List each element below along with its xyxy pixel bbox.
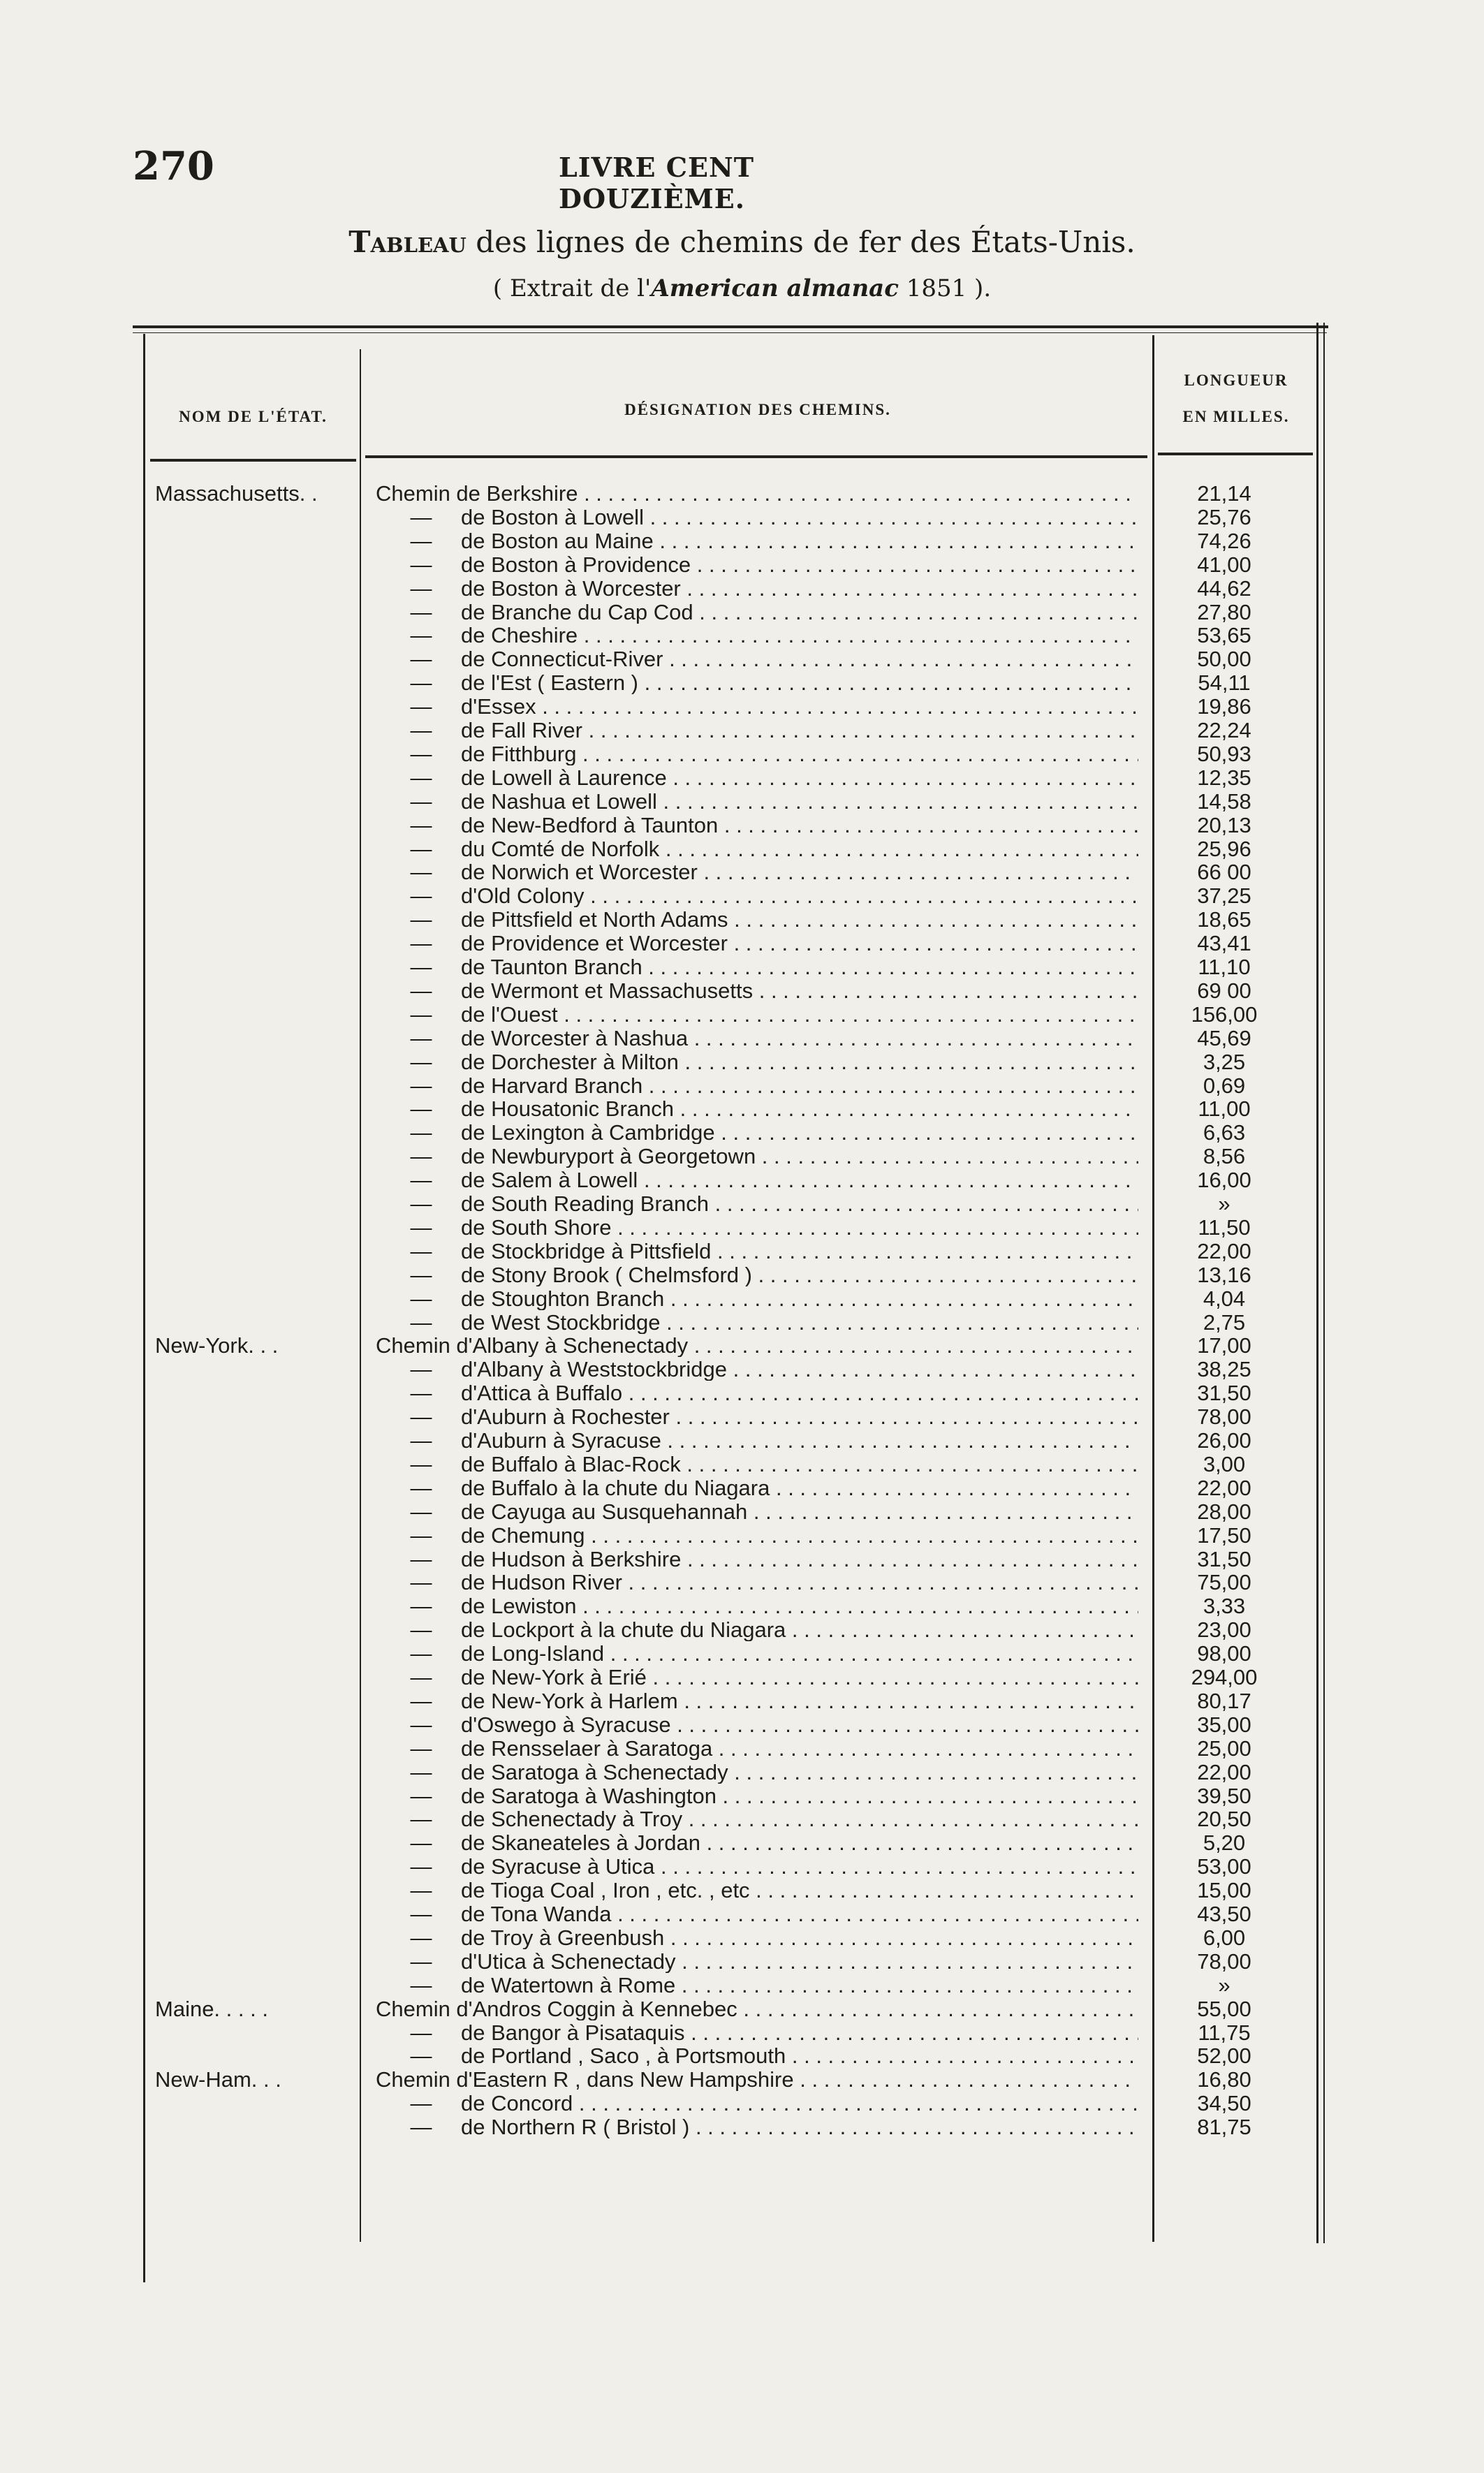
length-miles: 26,00 (1197, 1428, 1251, 1453)
length-miles: 17,50 (1197, 1522, 1251, 1548)
table-row (0, 1666, 1484, 1689)
state-name: Massachusetts. . (155, 482, 318, 505)
ditto-dash: — (410, 1878, 432, 1903)
table-row (0, 1689, 1484, 1712)
ditto-dash: — (410, 1522, 432, 1548)
length-miles: 23,00 (1197, 1617, 1251, 1643)
table-row (0, 1050, 1484, 1073)
ditto-dash: — (410, 1972, 432, 1997)
railway-name: de Schenectady à Troy . . . (461, 1807, 1138, 1830)
railway-name: de Fall River . . . (461, 719, 1138, 742)
length-miles: » (1218, 1191, 1230, 1216)
ditto-dash: — (410, 1735, 432, 1761)
length-miles: 18,65 (1197, 907, 1251, 932)
length-miles: 25,76 (1197, 504, 1251, 529)
table-row (0, 1618, 1484, 1641)
table-row (0, 624, 1484, 647)
railway-name: de Wermont et Massachusetts . . . (461, 979, 1138, 1002)
table-row (0, 2044, 1484, 2067)
table-row (0, 1855, 1484, 1878)
railway-name: du Comté de Norfolk . . . (461, 837, 1138, 860)
table-row (0, 908, 1484, 931)
railway-name: de Rensselaer à Saratoga . . . (461, 1737, 1138, 1760)
railway-name: de Taunton Branch . . . (461, 955, 1138, 978)
header-bottom-rule-2 (365, 455, 1147, 458)
table-row (0, 814, 1484, 837)
ditto-dash: — (410, 1854, 432, 1879)
length-miles: 6,63 (1203, 1120, 1246, 1145)
ditto-dash: — (410, 670, 432, 696)
railway-name: Chemin d'Albany à Schenectady . . . (376, 1334, 1138, 1357)
table-row (0, 1737, 1484, 1760)
table-top-rule-thin (133, 332, 1327, 333)
length-miles: 75,00 (1197, 1570, 1251, 1595)
table-row (0, 695, 1484, 718)
railway-name: de Northern R ( Bristol ) . . . (461, 2115, 1138, 2138)
length-miles: 53,65 (1197, 623, 1251, 648)
ditto-dash: — (410, 1451, 432, 1476)
railway-name: d'Auburn à Syracuse . . . (461, 1429, 1138, 1452)
table-row (0, 1311, 1484, 1334)
railway-name: de Saratoga à Schenectady . . . (461, 1761, 1138, 1784)
table-row (0, 1902, 1484, 1925)
railway-name: Chemin de Berkshire . . . (376, 482, 1138, 505)
railway-name: d'Old Colony . . . (461, 884, 1138, 907)
table-row (0, 1216, 1484, 1239)
ditto-dash: — (410, 528, 432, 553)
ditto-dash: — (410, 1499, 432, 1524)
column-header-length-1: LONGUEUR (1184, 372, 1288, 389)
ditto-dash: — (410, 1073, 432, 1098)
table-row (0, 1287, 1484, 1310)
table-row (0, 577, 1484, 600)
table-row (0, 1807, 1484, 1830)
length-miles: 80,17 (1197, 1688, 1251, 1713)
table-row (0, 1926, 1484, 1949)
railway-name: d'Auburn à Rochester . . . (461, 1405, 1138, 1428)
length-miles: 52,00 (1197, 2043, 1251, 2069)
railway-name: de Buffalo à Blac-Rock . . . (461, 1453, 1138, 1476)
table-row (0, 1240, 1484, 1263)
railway-name: de Nashua et Lowell . . . (461, 790, 1138, 813)
length-miles: 156,00 (1191, 1001, 1258, 1027)
ditto-dash: — (410, 931, 432, 956)
ditto-dash: — (410, 788, 432, 814)
railway-name: de Bangor à Pisataquis . . . (461, 2021, 1138, 2044)
table-row (0, 1642, 1484, 1665)
railway-name: de Saratoga à Washington . . . (461, 1784, 1138, 1807)
length-miles: 66 00 (1197, 860, 1251, 885)
railway-name: de Branche du Cap Cod . . . (461, 601, 1138, 624)
length-miles: 17,00 (1197, 1333, 1251, 1358)
railway-name: d'Utica à Schenectady . . . (461, 1950, 1138, 1973)
ditto-dash: — (410, 1688, 432, 1713)
table-row (0, 860, 1484, 883)
railway-name: de Concord . . . (461, 2092, 1138, 2115)
length-miles: 54,11 (1198, 670, 1251, 696)
table-row (0, 2115, 1484, 2138)
table-title (0, 225, 1484, 259)
railway-name: de Newburyport à Georgetown . . . (461, 1145, 1138, 1168)
table-row (0, 1121, 1484, 1144)
railway-name: de Hudson River . . . (461, 1571, 1138, 1594)
length-miles: 11,00 (1198, 1096, 1251, 1122)
length-miles: 12,35 (1197, 765, 1251, 790)
length-miles: 14,58 (1197, 788, 1251, 814)
railway-name: d'Essex . . . (461, 695, 1138, 718)
length-miles: 50,00 (1197, 647, 1251, 672)
length-miles: 19,86 (1197, 694, 1251, 719)
railway-name: de Providence et Worcester . . . (461, 932, 1138, 955)
length-miles: 31,50 (1197, 1381, 1251, 1406)
ditto-dash: — (410, 1215, 432, 1240)
length-miles: 16,80 (1197, 2067, 1251, 2092)
length-miles: 4,04 (1203, 1286, 1246, 1311)
length-miles: 13,16 (1197, 1262, 1251, 1287)
table-row (0, 742, 1484, 765)
table-row (0, 1145, 1484, 1168)
railway-name: de Boston à Providence . . . (461, 553, 1138, 576)
railway-name: de West Stockbridge . . . (461, 1311, 1138, 1334)
railway-name: de Connecticut-River . . . (461, 647, 1138, 670)
ditto-dash: — (410, 1641, 432, 1666)
length-miles: 16,00 (1197, 1168, 1251, 1193)
ditto-dash: — (410, 1902, 432, 1926)
length-miles: 20,13 (1197, 812, 1251, 837)
table-top-rule (133, 325, 1328, 328)
table-row (0, 1453, 1484, 1476)
length-miles: 81,75 (1197, 2115, 1251, 2140)
length-miles: 69 00 (1197, 978, 1251, 1003)
ditto-dash: — (410, 1617, 432, 1643)
table-row (0, 1168, 1484, 1191)
table-row (0, 1358, 1484, 1381)
ditto-dash: — (410, 860, 432, 885)
railway-name: de Chemung . . . (461, 1524, 1138, 1547)
table-row (0, 1074, 1484, 1097)
length-miles: 31,50 (1197, 1546, 1251, 1571)
ditto-dash: — (410, 1262, 432, 1287)
running-head (133, 143, 901, 214)
column-header-designation: DÉSIGNATION DES CHEMINS. (624, 401, 891, 418)
header-bottom-rule-3 (1158, 453, 1313, 455)
table-subtitle (0, 274, 1484, 302)
ditto-dash: — (410, 1238, 432, 1263)
table-row (0, 553, 1484, 576)
ditto-dash: — (410, 836, 432, 861)
table-row (0, 1334, 1484, 1357)
ditto-dash: — (410, 694, 432, 719)
railway-name: de Syracuse à Utica . . . (461, 1855, 1138, 1878)
railway-name: de Long-Island . . . (461, 1642, 1138, 1665)
length-miles: 43,41 (1197, 931, 1251, 956)
table-row (0, 1524, 1484, 1547)
ditto-dash: — (410, 1475, 432, 1500)
table-row (0, 1405, 1484, 1428)
table-row (0, 1997, 1484, 2020)
table-row (0, 506, 1484, 529)
table-row (0, 955, 1484, 978)
table-row (0, 1831, 1484, 1854)
ditto-dash: — (410, 575, 432, 601)
railway-name: de Pittsfield et North Adams . . . (461, 908, 1138, 931)
length-miles: 25,00 (1197, 1735, 1251, 1761)
ditto-dash: — (410, 1286, 432, 1311)
railway-name: de New-York à Erié . . . (461, 1666, 1138, 1689)
table-row (0, 1761, 1484, 1784)
table-row (0, 1097, 1484, 1120)
railway-name: de Stoughton Branch . . . (461, 1287, 1138, 1310)
table-row (0, 1571, 1484, 1594)
table-row (0, 884, 1484, 907)
state-name: Maine. . . . . (155, 1997, 268, 2020)
length-miles: 22,24 (1197, 718, 1251, 742)
railway-name: de l'Est ( Eastern ) . . . (461, 671, 1138, 694)
length-miles: 78,00 (1197, 1949, 1251, 1974)
ditto-dash: — (410, 1404, 432, 1430)
ditto-dash: — (410, 812, 432, 837)
ditto-dash: — (410, 1309, 432, 1335)
length-miles: 22,00 (1197, 1759, 1251, 1784)
railway-name: de Housatonic Branch . . . (461, 1097, 1138, 1120)
ditto-dash: — (410, 623, 432, 648)
ditto-dash: — (410, 1191, 432, 1216)
table-row (0, 1879, 1484, 1902)
column-header-length-2: EN MILLES. (1182, 408, 1290, 425)
length-miles: 53,00 (1197, 1854, 1251, 1879)
table-row (0, 671, 1484, 694)
length-miles: 28,00 (1197, 1499, 1251, 1524)
railway-name: de Boston au Maine . . . (461, 529, 1138, 552)
length-miles: 21,14 (1197, 481, 1251, 506)
table-row (0, 766, 1484, 789)
ditto-dash: — (410, 2020, 432, 2045)
table-row (0, 1594, 1484, 1617)
table-row (0, 979, 1484, 1002)
length-miles: 43,50 (1197, 1902, 1251, 1926)
ditto-dash: — (410, 955, 432, 979)
length-miles: 8,56 (1203, 1144, 1246, 1169)
table-row (0, 790, 1484, 813)
length-miles: 35,00 (1197, 1712, 1251, 1737)
ditto-dash: — (410, 2091, 432, 2116)
railway-name: de Lockport à la chute du Niagara . . . (461, 1618, 1138, 1641)
railway-name: d'Oswego à Syracuse . . . (461, 1713, 1138, 1736)
railway-name: de l'Ouest . . . (461, 1003, 1138, 1026)
subtitle-before: ( Extrait de l' (492, 274, 652, 302)
ditto-dash: — (410, 599, 432, 624)
ditto-dash: — (410, 1096, 432, 1122)
railway-name: de Fitthburg . . . (461, 742, 1138, 765)
length-miles: 37,25 (1197, 883, 1251, 909)
railway-name: de South Reading Branch . . . (461, 1192, 1138, 1215)
railway-name: de Lexington à Cambridge . . . (461, 1121, 1138, 1144)
table-row (0, 837, 1484, 860)
table-row (0, 1950, 1484, 1973)
ditto-dash: — (410, 1594, 432, 1619)
ditto-dash: — (410, 2115, 432, 2140)
ditto-dash: — (410, 1120, 432, 1145)
railway-name: de Buffalo à la chute du Niagara . . . (461, 1476, 1138, 1499)
ditto-dash: — (410, 1830, 432, 1856)
length-miles: 3,33 (1203, 1594, 1246, 1619)
column-header-state: NOM DE L'ÉTAT. (179, 408, 328, 425)
ditto-dash: — (410, 1168, 432, 1193)
table-row (0, 1476, 1484, 1499)
railway-name: de Lewiston . . . (461, 1594, 1138, 1617)
ditto-dash: — (410, 741, 432, 766)
length-miles: 20,50 (1197, 1807, 1251, 1832)
ditto-dash: — (410, 1925, 432, 1950)
length-miles: 294,00 (1191, 1665, 1258, 1689)
ditto-dash: — (410, 647, 432, 672)
length-miles: 3,25 (1203, 1049, 1246, 1074)
ditto-dash: — (410, 978, 432, 1003)
ditto-dash: — (410, 1783, 432, 1808)
ditto-dash: — (410, 1001, 432, 1027)
table-row (0, 1548, 1484, 1571)
railway-name: de South Shore . . . (461, 1216, 1138, 1239)
table-row (0, 529, 1484, 552)
table-row (0, 647, 1484, 670)
ditto-dash: — (410, 2043, 432, 2069)
length-miles: 15,00 (1197, 1878, 1251, 1903)
table-row (0, 601, 1484, 624)
ditto-dash: — (410, 1807, 432, 1832)
length-miles: 6,00 (1203, 1925, 1246, 1950)
railway-name: de Troy à Greenbush . . . (461, 1926, 1138, 1949)
length-miles: 39,50 (1197, 1783, 1251, 1808)
length-miles: 41,00 (1197, 552, 1251, 577)
railway-name: d'Attica à Buffalo . . . (461, 1381, 1138, 1404)
ditto-dash: — (410, 1428, 432, 1453)
table-row (0, 2068, 1484, 2091)
length-miles: 55,00 (1197, 1996, 1251, 2021)
ditto-dash: — (410, 1712, 432, 1737)
railway-name: de New-York à Harlem . . . (461, 1689, 1138, 1712)
ditto-dash: — (410, 1381, 432, 1406)
table-row (0, 1974, 1484, 1997)
railway-name: de Stony Brook ( Chelmsford ) . . . (461, 1263, 1138, 1286)
railway-name: de Cayuga au Susquehannah . . . (461, 1500, 1138, 1523)
ditto-dash: — (410, 1546, 432, 1571)
table-row (0, 482, 1484, 505)
ditto-dash: — (410, 1949, 432, 1974)
table-row (0, 2021, 1484, 2044)
railway-name: de Salem à Lowell . . . (461, 1168, 1138, 1191)
railway-name: de Watertown à Rome . . . (461, 1974, 1138, 1997)
railway-name: de Hudson à Berkshire . . . (461, 1548, 1138, 1571)
ditto-dash: — (410, 765, 432, 790)
table-row (0, 1429, 1484, 1452)
railway-name: de Harvard Branch . . . (461, 1074, 1138, 1097)
length-miles: 11,50 (1198, 1215, 1251, 1240)
table-row (0, 1192, 1484, 1215)
ditto-dash: — (410, 1759, 432, 1784)
railway-name: de Dorchester à Milton . . . (461, 1050, 1138, 1073)
railway-name: de Worcester à Nashua . . . (461, 1027, 1138, 1050)
length-miles: 74,26 (1197, 528, 1251, 553)
chapter-title: LIVRE CENT DOUZIÈME. (559, 152, 754, 214)
ditto-dash: — (410, 1570, 432, 1595)
page-number: 270 (133, 143, 214, 189)
length-miles: 78,00 (1197, 1404, 1251, 1430)
state-name: New-Ham. . . (155, 2068, 281, 2092)
ditto-dash: — (410, 504, 432, 529)
ditto-dash: — (410, 907, 432, 932)
table-row (0, 1263, 1484, 1286)
subtitle-after: 1851 ). (898, 274, 992, 302)
table-row (0, 2092, 1484, 2115)
railway-name: d'Albany à Weststockbridge . . . (461, 1358, 1138, 1381)
railway-name: de Boston à Worcester . . . (461, 577, 1138, 600)
table-title-smallcaps: Tableau (348, 225, 466, 259)
ditto-dash: — (410, 883, 432, 909)
length-miles: 11,10 (1198, 955, 1251, 979)
length-miles: 11,75 (1198, 2020, 1251, 2045)
table-title-rest: des lignes de chemins de fer des États-Unis. (466, 225, 1136, 259)
railway-name: Chemin d'Eastern R , dans New Hampshire . . . (376, 2068, 1138, 2091)
length-miles: 22,00 (1197, 1475, 1251, 1500)
state-name: New-York. . . (155, 1334, 279, 1358)
ditto-dash: — (410, 1049, 432, 1074)
railway-name: de Cheshire . . . (461, 624, 1138, 647)
table-row (0, 1381, 1484, 1404)
length-miles: 5,20 (1203, 1830, 1246, 1856)
length-miles: 25,96 (1197, 836, 1251, 861)
railway-name: de Boston à Lowell . . . (461, 506, 1138, 529)
length-miles: 34,50 (1197, 2091, 1251, 2116)
length-miles: 27,80 (1197, 599, 1251, 624)
railway-name: de Norwich et Worcester . . . (461, 860, 1138, 883)
length-miles: 3,00 (1203, 1451, 1246, 1476)
length-miles: 2,75 (1203, 1309, 1246, 1335)
header-bottom-rule-1 (150, 459, 356, 462)
length-miles: 22,00 (1197, 1238, 1251, 1263)
railway-name: de Stockbridge à Pittsfield . . . (461, 1240, 1138, 1263)
railway-name: de Lowell à Laurence . . . (461, 766, 1138, 789)
length-miles: » (1218, 1972, 1230, 1997)
railway-name: de Tona Wanda . . . (461, 1902, 1138, 1925)
table-row (0, 1784, 1484, 1807)
length-miles: 45,69 (1197, 1025, 1251, 1050)
ditto-dash: — (410, 1357, 432, 1382)
table-row (0, 1713, 1484, 1736)
length-miles: 98,00 (1197, 1641, 1251, 1666)
length-miles: 38,25 (1197, 1357, 1251, 1382)
ditto-dash: — (410, 718, 432, 742)
table-row (0, 1003, 1484, 1026)
ditto-dash: — (410, 1144, 432, 1169)
ditto-dash: — (410, 1665, 432, 1689)
ditto-dash: — (410, 552, 432, 577)
length-miles: 44,62 (1197, 575, 1251, 601)
subtitle-source: American almanac (651, 274, 899, 302)
railway-name: de Tioga Coal , Iron , etc. , etc . . . (461, 1879, 1138, 1902)
length-miles: 50,93 (1197, 741, 1251, 766)
railway-name: Chemin d'Andros Coggin à Kennebec . . . (376, 1997, 1138, 2020)
railway-name: de Portland , Saco , à Portsmouth . . . (461, 2044, 1138, 2067)
table-row (0, 932, 1484, 955)
table-row (0, 1500, 1484, 1523)
ditto-dash: — (410, 1025, 432, 1050)
table-row (0, 1027, 1484, 1050)
railway-name: de New-Bedford à Taunton . . . (461, 814, 1138, 837)
table-row (0, 719, 1484, 742)
railway-name: de Skaneateles à Jordan . . . (461, 1831, 1138, 1854)
length-miles: 0,69 (1203, 1073, 1246, 1098)
